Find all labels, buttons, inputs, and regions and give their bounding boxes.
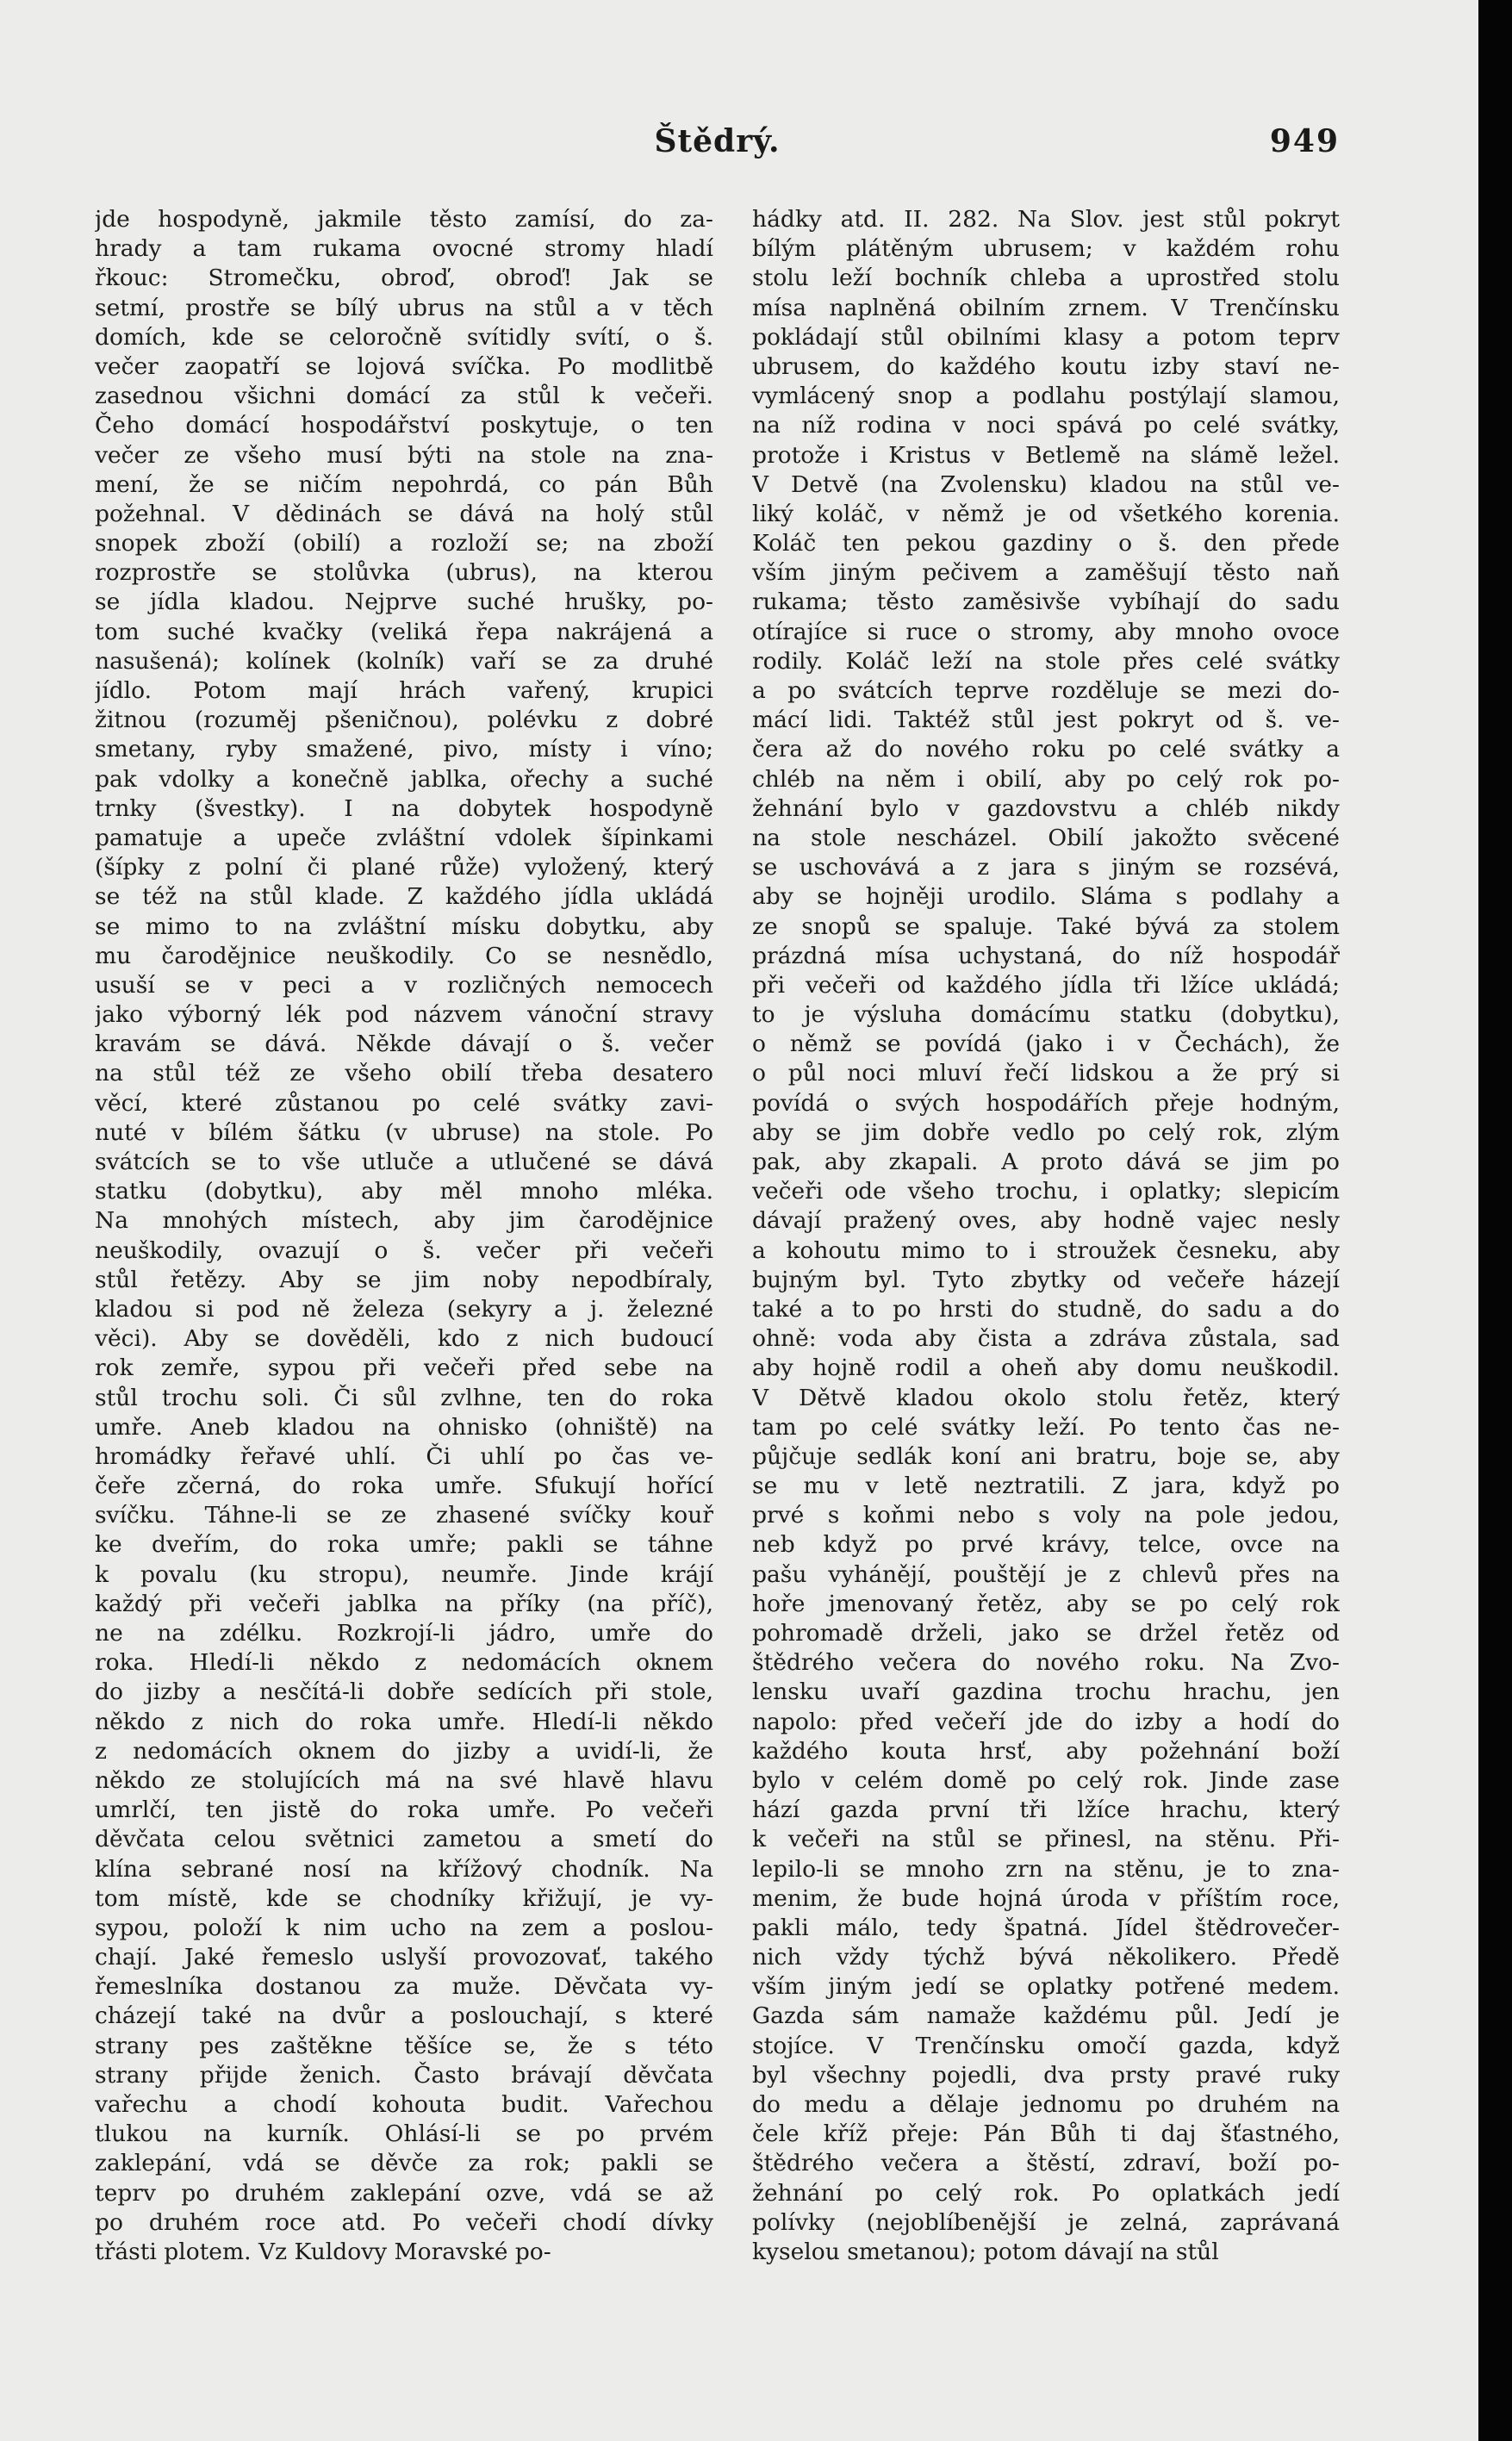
text-line: roka. Hledí-li někdo z nedomácích oknem [95,1649,713,1677]
text-line: rok zemře, sypou při večeři před sebe na [95,1354,713,1382]
text-line: hádky atd. II. 282. Na Slov. jest stůl pokryt [752,206,1340,233]
text-line: každého kouta hrsť, aby požehnání boží [752,1737,1340,1765]
text-line: Gazda sám namaže každému půl. Jedí je [752,2002,1340,2030]
page-number: 949 [1269,123,1340,159]
text-line: někdo ze stolujících má na své hlavě hlavu [95,1766,713,1794]
text-line: prvé s koňmi nebo s voly na pole jedou, [752,1502,1340,1529]
running-header [95,123,1340,166]
text-line: jídlo. Potom mají hrách vařený, krupici [95,677,713,704]
text-line: nuté v bílém šátku (v ubruse) na stole. Po [95,1118,713,1146]
text-line: pohromadě drželi, jako se držel řetěz od [752,1620,1340,1647]
text-line: k povalu (ku stropu), neumře. Jinde krájí [95,1560,713,1588]
text-line: sypou, položí k nim ucho na zem a poslou- [95,1914,713,1941]
text-line: aby se hojněji urodilo. Sláma s podlahy a [752,883,1340,911]
text-line: pakli málo, tedy špatná. Jídel štědrovečer- [752,1914,1340,1941]
text-line: trnky (švestky). I na dobytek hospodyně [95,794,713,822]
text-line: ne na zdélku. Rozkrojí-li jádro, umře do [95,1620,713,1647]
text-line: protože i Kristus v Betlemě na slámě ležel. [752,441,1340,469]
text-line: napolo: před večeří jde do izby a hodí do [752,1708,1340,1735]
text-line: k večeři na stůl se přinesl, na stěnu. Při- [752,1826,1340,1853]
text-line: řkouc: Stromečku, obroď, obroď! Jak se [95,265,713,292]
text-line: domích, kde se celoročně svítidly svítí, o š. [95,323,713,351]
text-line: aby se jim dobře vedlo po celý rok, zlým [752,1118,1340,1146]
text-line: polívky (nejoblíbenější je zelná, zaprávaná [752,2208,1340,2236]
text-line: tlukou na kurník. Ohlásí-li se po prvém [95,2120,713,2148]
text-line: rodily. Koláč leží na stole přes celé svátky [752,647,1340,675]
text-line: o půl noci mluví řečí lidskou a že prý si [752,1060,1340,1087]
text-line: také a to po hrsti do studně, do sadu a do [752,1295,1340,1323]
text-line: žehnání po celý rok. Po oplatkách jedí [752,2179,1340,2207]
text-line: hází gazda první tři lžíce hrachu, který [752,1797,1340,1824]
text-line: tom suché kvačky (veliká řepa nakrájená a [95,618,713,645]
text-line: chají. Jaké řemeslo uslyší provozovať, takého [95,1944,713,1971]
text-line: žitnou (rozuměj pšeničnou), polévku z dobré [95,707,713,734]
text-line: na stůl též ze všeho obilí třeba desatero [95,1060,713,1087]
text-line: kyselou smetanou); potom dávají na stůl [752,2238,1219,2265]
text-line: menim, že bude hojná úroda v příštím roce, [752,1884,1340,1912]
text-line: při večeři od každého jídla tři lžíce ukládá; [752,971,1340,999]
text-line: do medu a dělaje jednomu po druhém na [752,2091,1340,2118]
text-line: děvčata celou světnici zametou a smetí do [95,1826,713,1853]
text-line: neuškodily, ovazují o š. večer při večeři [95,1236,713,1264]
text-line: rukama; těsto zaměsivše vybíhají do sadu [752,588,1340,616]
text-line: jako výborný lék pod názvem vánoční stravy [95,1001,713,1029]
text-line: umrlčí, ten jistě do roka umře. Po večeři [95,1797,713,1824]
text-line: ze snopů se spaluje. Také bývá za stolem [752,912,1340,940]
text-line: večer ze všeho musí býti na stole na zna- [95,441,713,469]
text-line: mu čarodějnice neuškodily. Co se nesnědlo, [95,942,713,969]
text-line: se též na stůl klade. Z každého jídla ukládá [95,883,713,911]
text-line: štědrého večera do nového roku. Na Zvo- [752,1649,1340,1677]
text-line: vším jiným pečivem a zaměšují těsto naň [752,559,1340,587]
text-line: se jídla kladou. Nejprve suché hrušky, po- [95,588,713,616]
text-line: prázdná mísa uchystaná, do níž hospodář [752,942,1340,969]
text-line: kladou si pod ně železa (sekyry a j. železné [95,1295,713,1323]
text-line: z nedomácích oknem do jizby a uvidí-li, že [95,1737,713,1765]
text-line: se mimo to na zvláštní mísku dobytku, aby [95,912,713,940]
text-line: vymlácený snop a podlahu postýlají slamou, [752,383,1340,410]
text-line: každý při večeři jablka na příky (na příč), [95,1590,713,1617]
right-text-column [752,205,1340,2267]
text-line: dávají pražený oves, aby hodně vajec nesly [752,1207,1340,1235]
text-line: vařechu a chodí kohouta budit. Vařechou [95,2091,713,2118]
text-line: statku (dobytku), aby měl mnoho mléka. [95,1178,713,1205]
text-line: rozprostře se stolůvka (ubrus), na kterou [95,559,713,587]
text-line: (šípky z polní či plané růže) vyložený, který [95,854,713,881]
text-line: svátcích se to vše utluče a utlučené se dává [95,1149,713,1175]
text-line: mení, že se ničím nepohrdá, co pán Bůh [95,470,713,498]
text-line: setmí, prostře se bílý ubrus na stůl a v těch [95,294,713,321]
text-line: hromádky řeřavé uhlí. Či uhlí po čas ve- [95,1442,713,1470]
text-line: neb když po prvé krávy, telce, ovce na [752,1531,1340,1559]
text-line: o němž se povídá (jako i v Čechách), že [752,1031,1340,1058]
text-line: po druhém roce atd. Po večeři chodí dívky [95,2208,713,2236]
text-line: teprv po druhém zaklepání ozve, vdá se až [95,2179,713,2207]
text-line: stůl trochu soli. Či sůl zvlhne, ten do roka [95,1384,713,1411]
text-line: ubrusem, do každého koutu izby staví ne- [752,352,1340,380]
text-line: usuší se v peci a v rozličných nemocech [95,971,713,999]
text-line: třásti plotem. Vz Kuldovy Moravské po- [95,2238,551,2265]
text-line: Na mnohých místech, aby jim čarodějnice [95,1207,713,1235]
text-line: stolu leží bochník chleba a uprostřed stolu [752,265,1340,292]
text-line: nich vždy týchž bývá několikero. Předě [752,1944,1340,1971]
text-line: umře. Aneb kladou na ohnisko (ohniště) na [95,1413,713,1441]
text-line: nasušená); kolínek (kolník) vaří se za druhé [95,647,713,675]
text-line: strany pes zaštěkne těšíce se, že s této [95,2032,713,2059]
text-line: chléb na něm i obilí, aby po celý rok po- [752,765,1340,793]
text-line: ohně: voda aby čista a zdráva zůstala, sad [752,1325,1340,1353]
text-line: lensku uvaří gazdina trochu hrachu, jen [752,1678,1340,1706]
text-line: a kohoutu mimo to i stroužek česneku, aby [752,1236,1340,1264]
text-line: tam po celé svátky leží. Po tento čas ne- [752,1413,1340,1441]
text-line: stůl řetězy. Aby se jim noby nepodbíraly, [95,1266,713,1293]
text-line: svíčku. Táhne-li se ze zhasené svíčky kouř [95,1502,713,1529]
text-line: věci). Aby se dověděli, kdo z nich budoucí [95,1325,713,1353]
text-line: mísa naplněná obilním zrnem. V Trenčínsku [752,294,1340,321]
text-line: pašu vyhánějí, pouštějí je z chlevů přes na [752,1560,1340,1588]
text-line: otírajíce si ruce o stromy, aby mnoho ovoce [752,618,1340,645]
text-line: jde hospodyně, jakmile těsto zamísí, do za- [95,206,713,233]
text-line: lepilo-li se mnoho zrn na stěnu, je to zna- [752,1855,1340,1883]
text-line: večeři ode všeho trochu, i oplatky; slepicím [752,1178,1340,1205]
text-line: pak vdolky a konečně jablka, ořechy a suché [95,765,713,793]
text-line: požehnal. V dědinách se dává na holý stůl [95,500,713,527]
text-line: cházejí také na dvůr a poslouchají, s které [95,2002,713,2030]
text-line: kravám se dává. Někde dávají o š. večer [95,1031,713,1058]
text-line: aby hojně rodil a oheň aby domu neuškodil. [752,1354,1340,1382]
text-line: půjčuje sedlák koní ani bratru, boje se, aby [752,1442,1340,1470]
text-line: zaklepání, vdá se děvče za rok; pakli se [95,2150,713,2177]
text-line: to je výsluha domácímu statku (dobytku), [752,1001,1340,1029]
text-line: V Dětvě kladou okolo stolu řetěz, který [752,1384,1340,1411]
text-line: se mu v letě neztratili. Z jara, když po [752,1473,1340,1500]
text-line: stojíce. V Trenčínsku omočí gazda, když [752,2032,1340,2059]
text-line: se uschovává a z jara s jiným se rozsévá, [752,854,1340,881]
text-line: zasednou všichni domácí za stůl k večeři. [95,383,713,410]
text-line: bílým plátěným ubrusem; v každém rohu [752,235,1340,263]
text-line: na níž rodina v noci spává po celé svátky, [752,412,1340,439]
text-line: Koláč ten pekou gazdiny o š. den přede [752,530,1340,557]
text-line: čeře zčerná, do roka umře. Sfukují hořící [95,1473,713,1500]
text-line: bylo v celém domě po celý rok. Jinde zase [752,1766,1340,1794]
text-line: bujným byl. Tyto zbytky od večeře házejí [752,1266,1340,1293]
text-line: čera až do nového roku po celé svátky a [752,736,1340,763]
scan-border [1478,0,1512,2441]
text-line: snopek zboží (obilí) a rozloží se; na zboží [95,530,713,557]
text-line: hrady a tam rukama ovocné stromy hladí [95,235,713,263]
text-line: čele kříž přeje: Pán Bůh ti daj šťastného, [752,2120,1340,2148]
text-line: někdo z nich do roka umře. Hledí-li někdo [95,1708,713,1735]
text-line: smetany, ryby smažené, pivo, místy i víno; [95,736,713,763]
text-line: a po svátcích teprve rozděluje se mezi do- [752,677,1340,704]
text-line: tom místě, kde se chodníky křižují, je vy- [95,1884,713,1912]
text-line: Čeho domácí hospodářství poskytuje, o ten [95,412,713,439]
text-line: vším jiným jedí se oplatky potřené medem. [752,1973,1340,2001]
text-line: ke dveřím, do roka umře; pakli se táhne [95,1531,713,1559]
text-line: do jizby a nesčítá-li dobře sedících při stole, [95,1678,713,1706]
text-line: strany přijde ženich. Často brávají děvčata [95,2061,713,2089]
text-line: liký koláč, v němž je od všetkého korenia. [752,500,1340,527]
page-header-title: Štědrý. [654,123,781,159]
text-line: hoře jmenovaný řetěz, aby se po celý rok [752,1590,1340,1617]
text-line: klína sebrané nosí na křížový chodník. Na [95,1855,713,1883]
text-line: povídá o svých hospodářích přeje hodným, [752,1089,1340,1117]
text-line: na stole nescházel. Obilí jakožto svěcené [752,824,1340,851]
text-line: V Detvě (na Zvolensku) kladou na stůl ve- [752,470,1340,498]
text-line: pokládají stůl obilními klasy a potom teprv [752,323,1340,351]
left-text-column [95,205,713,2267]
text-line: večer zaopatří se lojová svíčka. Po modlitbě [95,352,713,380]
text-line: pamatuje a upeče zvláštní vdolek šípinkami [95,824,713,851]
text-line: byl všechny pojedli, dva prsty pravé ruky [752,2061,1340,2089]
text-line: věcí, které zůstanou po celé svátky zavi- [95,1089,713,1117]
text-line: žehnání bylo v gazdovstvu a chléb nikdy [752,794,1340,822]
text-line: pak, aby zkapali. A proto dává se jim po [752,1149,1340,1175]
text-line: štědrého večera a štěstí, zdraví, boží po- [752,2150,1340,2177]
text-line: řemeslníka dostanou za muže. Děvčata vy- [95,1973,713,2001]
text-line: mácí lidi. Taktéž stůl jest pokryt od š. ve- [752,707,1340,734]
